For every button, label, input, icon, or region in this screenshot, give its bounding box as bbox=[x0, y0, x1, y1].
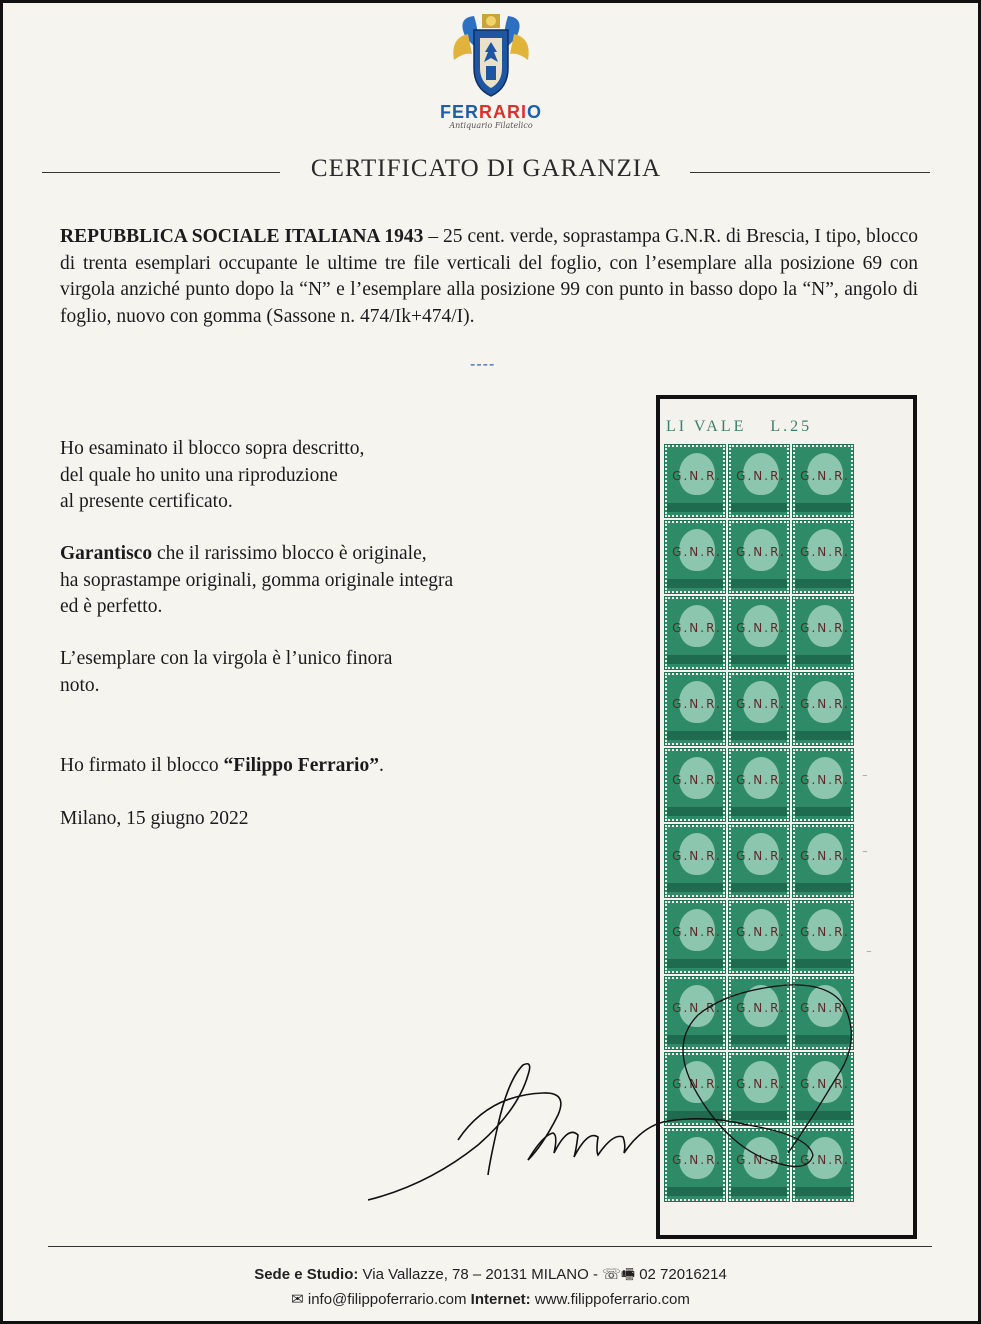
overprint: G.N.R. bbox=[800, 925, 850, 939]
value-tablet bbox=[795, 807, 851, 816]
ferrario-logo bbox=[430, 8, 552, 138]
stamp bbox=[793, 749, 853, 821]
stamp bbox=[729, 901, 789, 973]
overprint: G.N.R. bbox=[800, 1077, 850, 1091]
unique-copy-paragraph: L’esemplare con la virgola è l’unico finora noto. bbox=[60, 648, 393, 696]
value-tablet bbox=[667, 959, 723, 968]
value-tablet bbox=[731, 579, 787, 588]
stamp bbox=[729, 597, 789, 669]
stamp-row bbox=[663, 519, 855, 595]
overprint: G.N.R. bbox=[672, 697, 722, 711]
value-tablet bbox=[731, 807, 787, 816]
description-text: – 25 cent. verde, soprastampa G.N.R. di Brescia, I tipo, blocco di trenta esemplari occupante le ultime tre file verticali del foglio, con l’esemplare alla posizione 69 con virgola anziché punto dopo la “N” e l’esemplare alla posizione 99 con punto in basso dopo la “N”, angolo di foglio, nuovo con gomma (Sassone n. 474/Ik+474/I). bbox=[60, 226, 918, 327]
stamp bbox=[729, 749, 789, 821]
stamp bbox=[665, 597, 725, 669]
stamp-row bbox=[663, 671, 855, 747]
value-tablet bbox=[795, 655, 851, 664]
overprint: G.N.R. bbox=[672, 1001, 722, 1015]
sheet-margin-inscription: LI VALE L.25 bbox=[666, 418, 813, 435]
stamp bbox=[665, 521, 725, 593]
overprint: G.N.R. bbox=[736, 697, 786, 711]
stamp-row bbox=[663, 823, 855, 899]
value-tablet bbox=[795, 731, 851, 740]
overprint: G.N.R. bbox=[736, 1153, 786, 1167]
stamp bbox=[665, 673, 725, 745]
value-tablet bbox=[731, 503, 787, 512]
overprint: G.N.R. bbox=[672, 621, 722, 635]
value-tablet bbox=[795, 883, 851, 892]
overprint: G.N.R. bbox=[736, 1077, 786, 1091]
value-tablet bbox=[667, 655, 723, 664]
stamp bbox=[729, 445, 789, 517]
stamp bbox=[665, 825, 725, 897]
overprint: G.N.R. bbox=[800, 545, 850, 559]
title-row bbox=[42, 152, 930, 188]
certificate-title: CERTIFICATO DI GARANZIA bbox=[310, 155, 662, 182]
value-tablet bbox=[731, 959, 787, 968]
signed-paragraph: Ho firmato il blocco “Filippo Ferrario”. bbox=[60, 755, 384, 776]
separator: ---- bbox=[470, 356, 496, 373]
pencil-note: ~ bbox=[862, 848, 868, 856]
overprint: G.N.R. bbox=[672, 469, 722, 483]
value-tablet bbox=[667, 579, 723, 588]
value-tablet bbox=[667, 807, 723, 816]
stamp bbox=[665, 445, 725, 517]
overprint: G.N.R. bbox=[672, 849, 722, 863]
website-link[interactable]: www.filippoferrario.com bbox=[530, 1291, 690, 1308]
overprint: G.N.R. bbox=[736, 545, 786, 559]
stamp bbox=[793, 673, 853, 745]
coat-of-arms-icon bbox=[446, 8, 536, 100]
value-tablet bbox=[731, 731, 787, 740]
stamp bbox=[665, 749, 725, 821]
examination-paragraph: Ho esaminato il blocco sopra descritto, del quale ho unito una riproduzione al presente certificato. bbox=[60, 438, 365, 512]
overprint: G.N.R. bbox=[672, 925, 722, 939]
stamp bbox=[793, 521, 853, 593]
stamp bbox=[793, 597, 853, 669]
value-tablet bbox=[731, 655, 787, 664]
value-tablet bbox=[667, 731, 723, 740]
footer-address: Sede e Studio: Via Vallazze, 78 – 20131 MILANO - ☏🖷 02 72016214 bbox=[254, 1266, 727, 1283]
value-tablet bbox=[795, 959, 851, 968]
footer-rule bbox=[48, 1246, 932, 1247]
stamp bbox=[729, 521, 789, 593]
footer-contacts: ✉ info@filippoferrario.com Internet: www.filippoferrario.com bbox=[291, 1291, 690, 1308]
pencil-note: ~ bbox=[862, 772, 868, 780]
value-tablet bbox=[795, 579, 851, 588]
value-tablet bbox=[795, 503, 851, 512]
overprint: G.N.R. bbox=[672, 773, 722, 787]
overprint: G.N.R. bbox=[672, 545, 722, 559]
guarantee-paragraph: Garantisco che il rarissimo blocco è originale, ha soprastampe originali, gomma originale integra ed è perfetto. bbox=[60, 543, 454, 617]
overprint: G.N.R. bbox=[800, 697, 850, 711]
guarantee-bold: Garantisco bbox=[60, 543, 153, 564]
overprint: G.N.R. bbox=[736, 621, 786, 635]
brand-name: FERRARIO bbox=[439, 102, 542, 122]
description-lead: REPUBBLICA SOCIALE ITALIANA 1943 bbox=[60, 226, 424, 247]
email-link[interactable]: ✉ info@filippoferrario.com bbox=[291, 1291, 467, 1308]
pencil-note: ~ bbox=[866, 948, 872, 956]
stamp-row bbox=[663, 595, 855, 671]
overprint: G.N.R. bbox=[672, 1153, 722, 1167]
stamp bbox=[729, 825, 789, 897]
value-tablet bbox=[667, 503, 723, 512]
overprint: G.N.R. bbox=[800, 469, 850, 483]
stamp bbox=[793, 901, 853, 973]
overprint: G.N.R. bbox=[736, 773, 786, 787]
stamp bbox=[793, 825, 853, 897]
title-rule-right bbox=[690, 172, 930, 173]
overprint: G.N.R. bbox=[736, 925, 786, 939]
overprint: G.N.R. bbox=[800, 1001, 850, 1015]
item-description bbox=[60, 224, 918, 330]
overprint: G.N.R. bbox=[800, 621, 850, 635]
brand-subtitle: Antiquario Filatelico bbox=[449, 121, 533, 130]
overprint: G.N.R. bbox=[672, 1077, 722, 1091]
stamp bbox=[793, 445, 853, 517]
overprint: G.N.R. bbox=[736, 1001, 786, 1015]
signer-name: “Filippo Ferrario” bbox=[223, 755, 379, 776]
stamp-row bbox=[663, 443, 855, 519]
value-tablet bbox=[667, 883, 723, 892]
overprint: G.N.R. bbox=[800, 1153, 850, 1167]
overprint: G.N.R. bbox=[736, 469, 786, 483]
signature-image bbox=[368, 975, 868, 1215]
stamp bbox=[729, 673, 789, 745]
stamp-row bbox=[663, 747, 855, 823]
stamp bbox=[665, 901, 725, 973]
stamp-row bbox=[663, 899, 855, 975]
overprint: G.N.R. bbox=[800, 849, 850, 863]
place-date: Milano, 15 giugno 2022 bbox=[60, 808, 249, 829]
overprint: G.N.R. bbox=[736, 849, 786, 863]
value-tablet bbox=[731, 883, 787, 892]
overprint: G.N.R. bbox=[800, 773, 850, 787]
